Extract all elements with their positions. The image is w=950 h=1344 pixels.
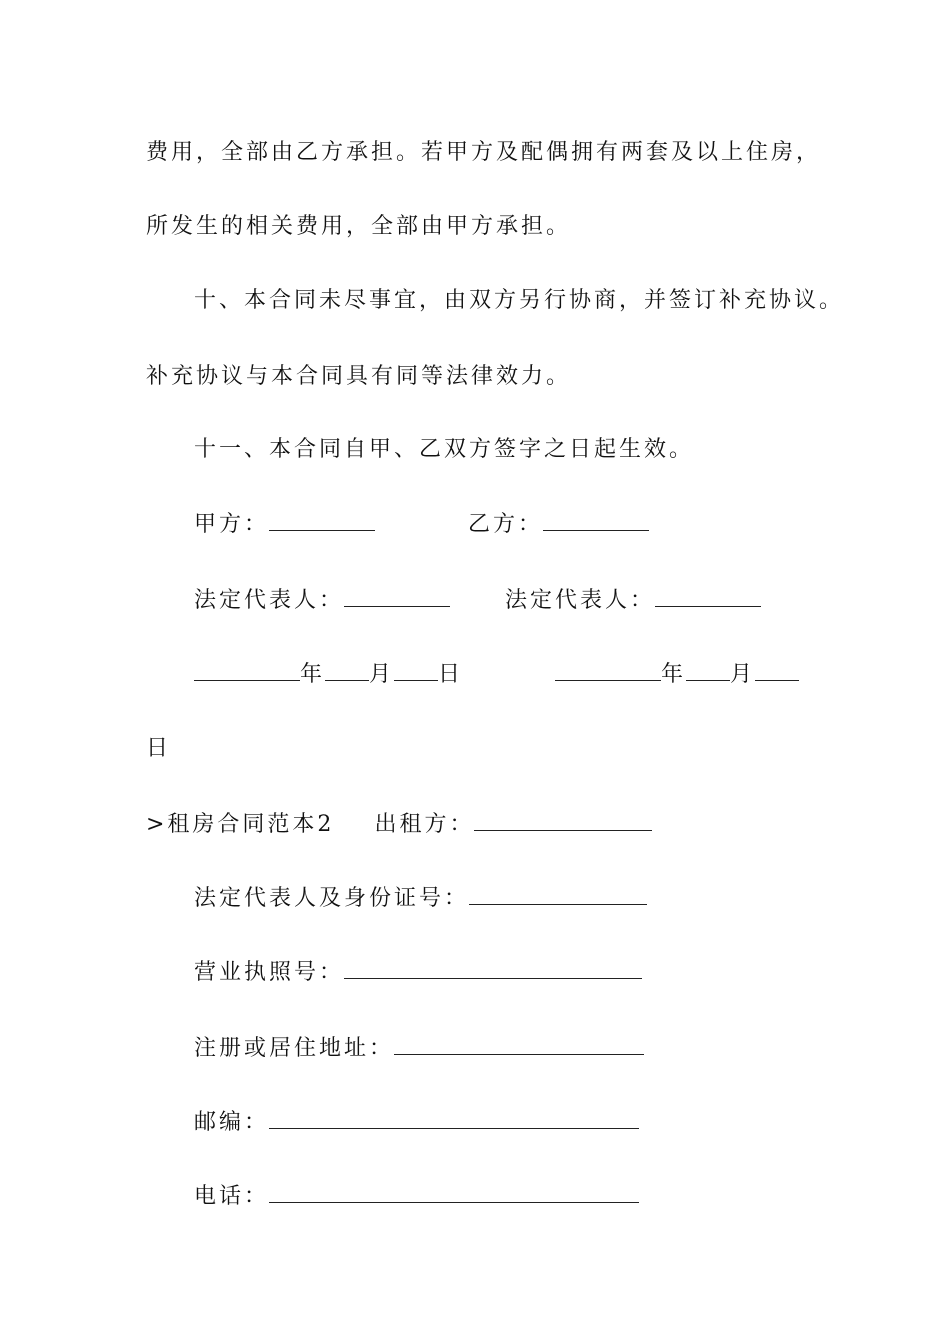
rep-b-line <box>505 586 761 616</box>
phone-label: 电话： <box>194 1184 270 1209</box>
rep-a-blank[interactable] <box>344 586 450 607</box>
template2-heading: >租房合同范本2 <box>146 812 335 837</box>
date-a-day-blank[interactable] <box>394 660 438 681</box>
template2-heading-line <box>146 810 652 840</box>
date-b-year-blank[interactable] <box>555 660 661 681</box>
month-label: 月 <box>730 662 756 687</box>
date-a-month-blank[interactable] <box>325 660 369 681</box>
date-b-day-blank[interactable] <box>755 660 799 681</box>
id-line <box>194 884 647 914</box>
party-a-signature-line <box>194 510 375 540</box>
party-a-blank[interactable] <box>269 510 375 531</box>
party-b-label: 乙方： <box>468 512 544 537</box>
year-label: 年 <box>661 662 687 687</box>
rep-a-line <box>194 586 450 616</box>
postcode-blank[interactable] <box>269 1108 639 1129</box>
month-label: 月 <box>369 662 395 687</box>
date-a-line <box>194 660 463 690</box>
paragraph-fees-line1: 费用，全部由乙方承担。若甲方及配偶拥有两套及以上住房， <box>146 140 822 165</box>
date-b-line <box>555 660 799 690</box>
license-label: 营业执照号： <box>194 960 345 985</box>
license-line <box>194 958 642 988</box>
clause-ten-line2: 补充协议与本合同具有同等法律效力。 <box>146 364 572 389</box>
phone-line <box>194 1182 639 1212</box>
party-a-label: 甲方： <box>194 512 270 537</box>
license-blank[interactable] <box>344 958 642 979</box>
rep-b-label: 法定代表人： <box>505 588 656 613</box>
date-b-month-blank[interactable] <box>686 660 730 681</box>
clause-eleven: 十一、本合同自甲、乙双方签字之日起生效。 <box>194 437 695 462</box>
clause-ten-line1: 十、本合同未尽事宜，由双方另行协商，并签订补充协议。 <box>194 288 845 313</box>
address-blank[interactable] <box>394 1034 644 1055</box>
lessor-label: 出租方： <box>374 812 475 837</box>
postcode-label: 邮编： <box>194 1110 270 1135</box>
party-b-signature-line <box>468 510 649 540</box>
lessor-blank[interactable] <box>474 810 652 831</box>
address-line <box>194 1034 644 1064</box>
date-a-year-blank[interactable] <box>194 660 300 681</box>
party-b-blank[interactable] <box>543 510 649 531</box>
phone-blank[interactable] <box>269 1182 639 1203</box>
id-blank[interactable] <box>469 884 647 905</box>
date-b-day-label: 日 <box>146 736 172 761</box>
rep-b-blank[interactable] <box>655 586 761 607</box>
paragraph-fees-line2: 所发生的相关费用，全部由甲方承担。 <box>146 214 572 239</box>
address-label: 注册或居住地址： <box>194 1036 395 1061</box>
rep-a-label: 法定代表人： <box>194 588 345 613</box>
day-label: 日 <box>438 662 464 687</box>
id-label: 法定代表人及身份证号： <box>194 886 470 911</box>
year-label: 年 <box>300 662 326 687</box>
postcode-line <box>194 1108 639 1138</box>
